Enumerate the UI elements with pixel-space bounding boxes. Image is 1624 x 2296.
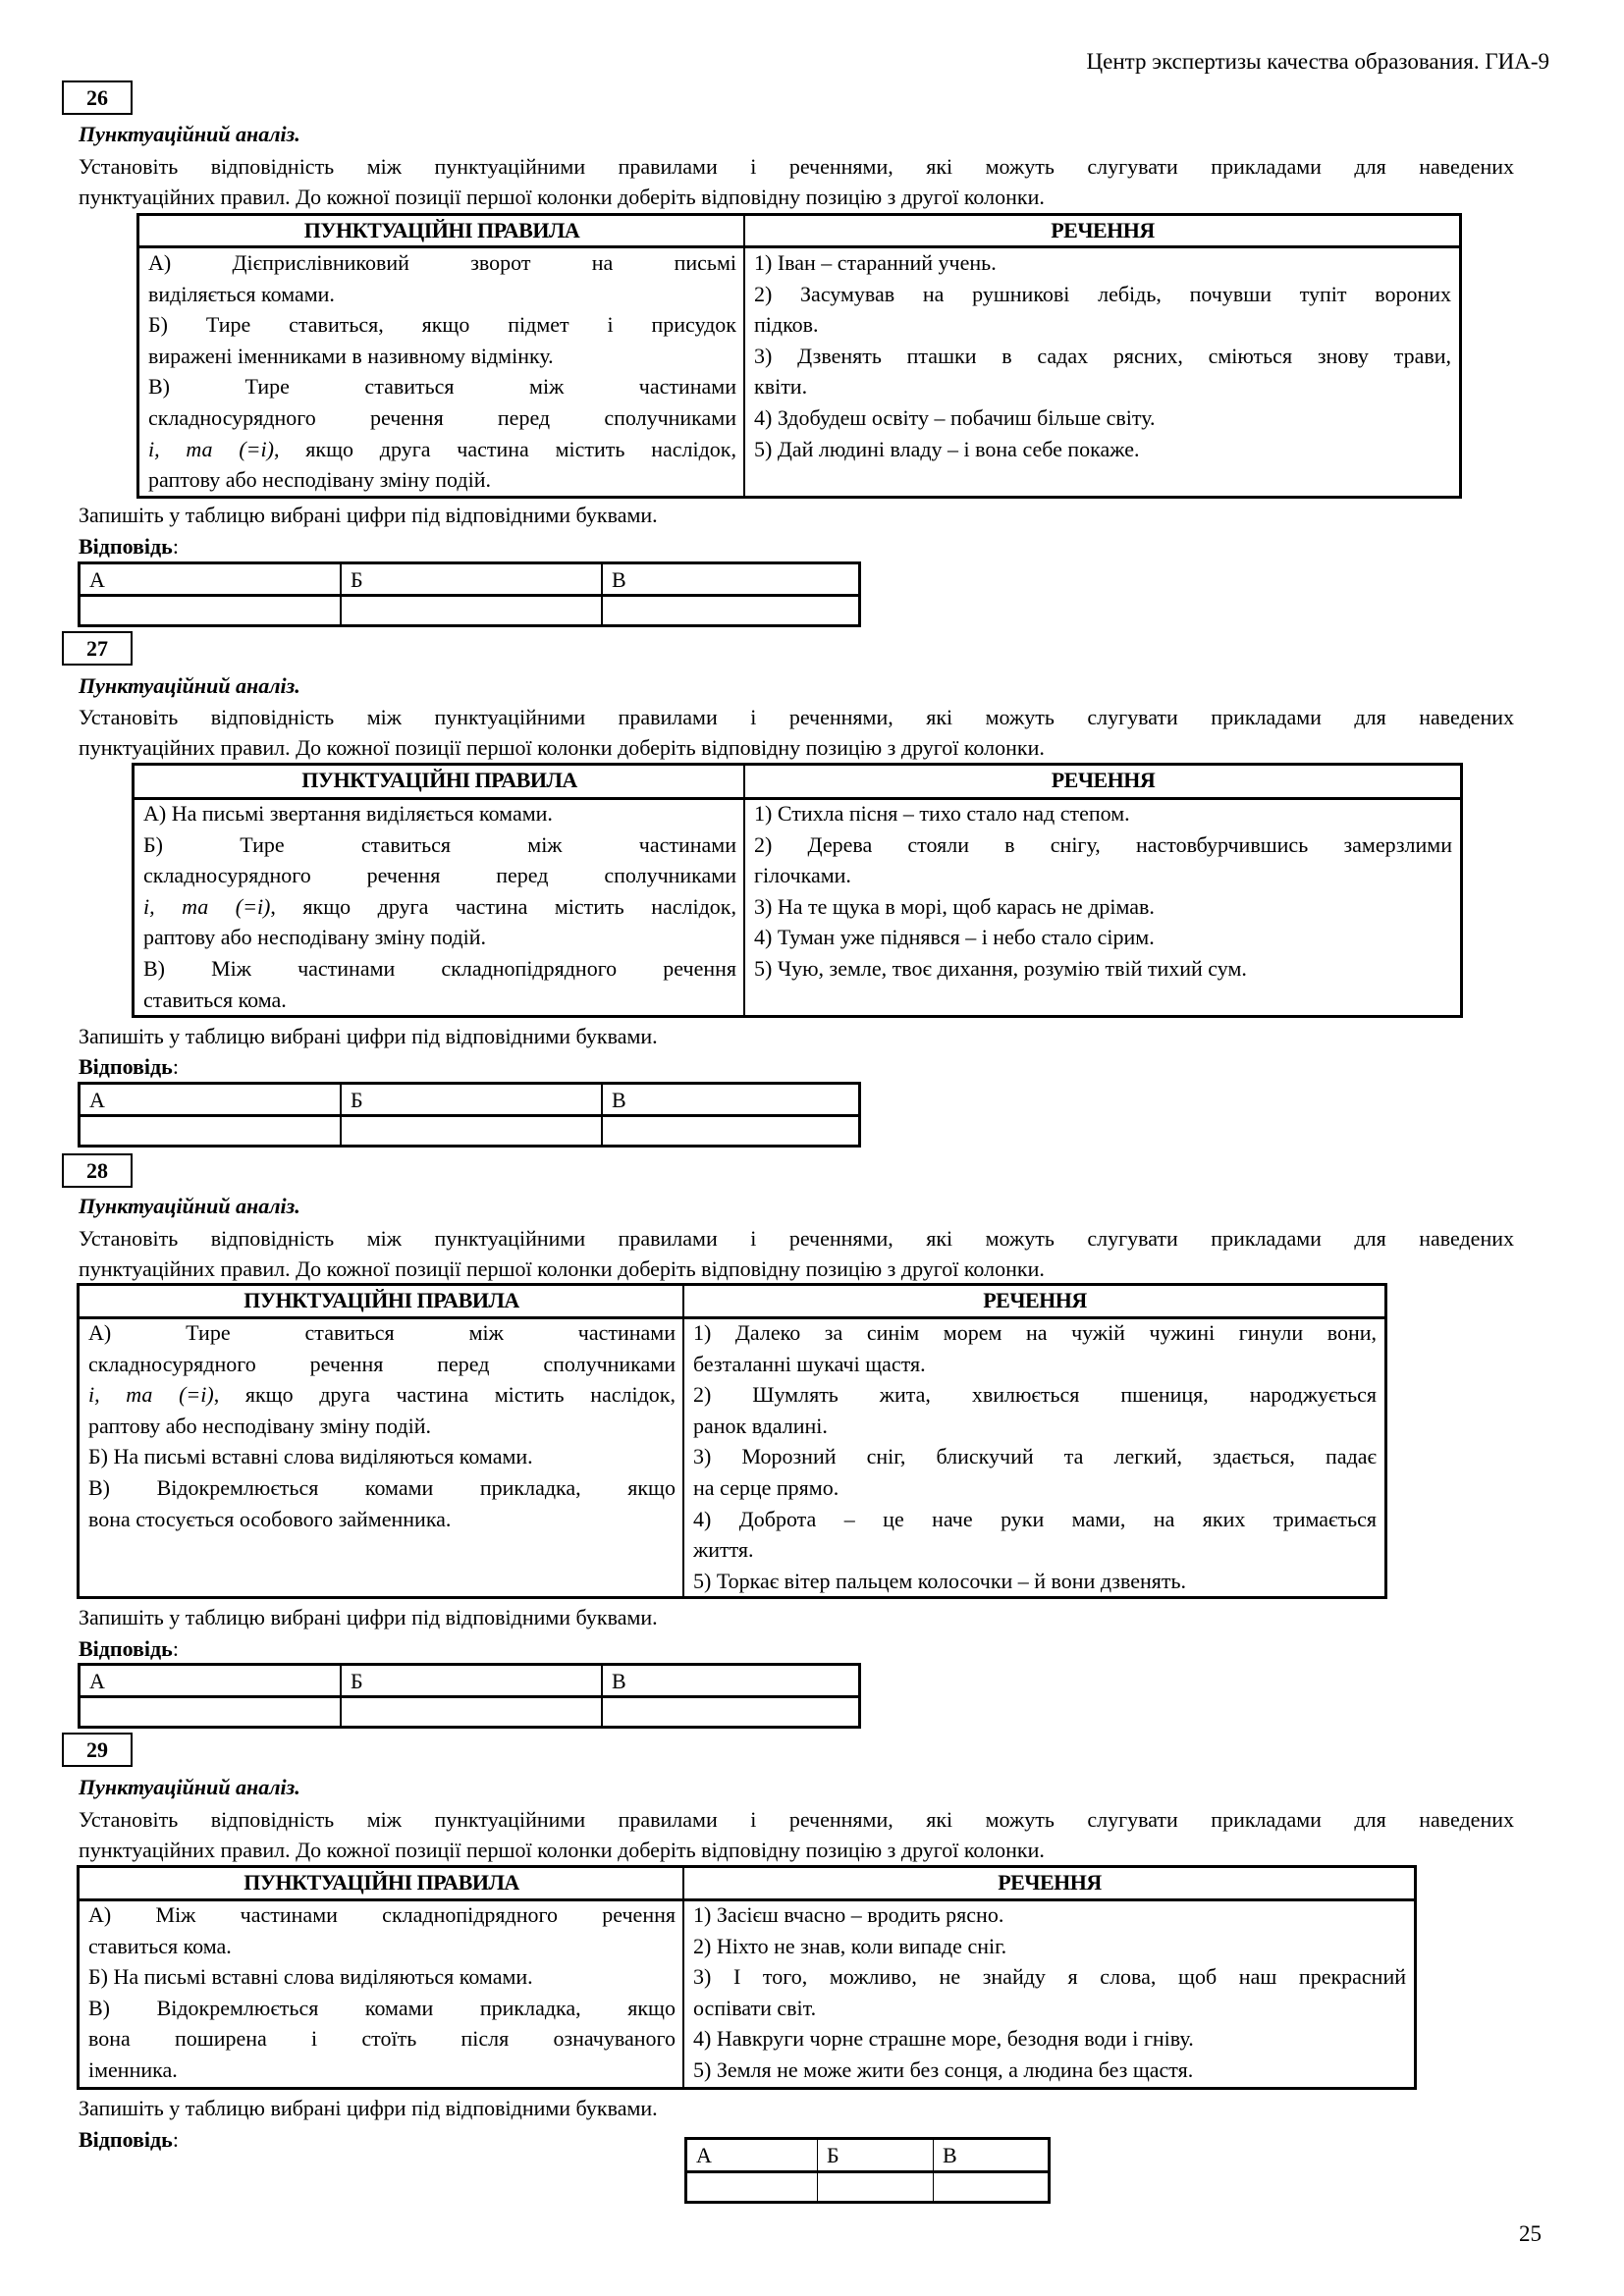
sentence-line: 1) Іван – старанний учень. [754,250,997,275]
sentence-item [693,1566,1377,1597]
rule-item [88,1961,676,1993]
table-header-row [80,1286,1384,1319]
answer-letter-a: А [696,2143,712,2167]
answer-table [78,1082,861,1148]
sentence-line: 4) Туман уже піднявся – і небо стало сірим. [754,925,1155,950]
question-instructions [79,1804,1514,1865]
sentence-item [754,341,1451,402]
conjunctions-italic: і, та (=і) [148,436,274,461]
sentence-item [754,891,1452,923]
question-subtitle: Пунктуаційний аналіз. [79,673,300,698]
sentence-item [693,1441,1377,1503]
sentences-column [745,798,1460,985]
rule-line: В) Тире ставиться між частинами [148,374,736,400]
sentence-item [693,1961,1406,2023]
rules-column [80,1317,683,1534]
conjunctions-italic: і, та (=і) [143,893,271,919]
answer-cell-v[interactable] [603,1696,858,1726]
rule-line: вона стосується особового займенника. [88,1506,452,1531]
sentences-column-header: РЕЧЕННЯ [1051,218,1155,242]
rules-column-header: ПУНКТУАЦІЙНІ ПРАВИЛА [303,218,580,242]
table-header-row [135,766,1460,800]
rule-line: Б) Тире ставиться між частинами [143,831,736,857]
sentence-line: ранок вдалині. [693,1413,828,1438]
question-subtitle: Пунктуаційний аналіз. [79,1775,300,1799]
answer-cell-a[interactable] [81,1115,340,1145]
sentences-column-header: РЕЧЕННЯ [998,1870,1102,1895]
answer-instruction: Запишіть у таблицю вибрані цифри під відповідними буквами. [79,1024,658,1048]
rule-line: Б) На письмі вставні слова виділяються комами. [88,1964,533,1990]
rule-item [143,798,736,829]
answer-letter-v: В [943,2143,957,2167]
sentence-line: 5) Торкає вітер пальцем колосочки – й вони дзвенять. [693,1568,1187,1593]
answer-letter-b: Б [351,1088,363,1112]
sentence-item [754,922,1452,953]
answer-letter-v: В [612,1669,626,1693]
answer-letter-v: В [612,1088,626,1112]
answer-cell-v[interactable] [603,1115,858,1145]
answer-label-colon: : [172,1636,179,1661]
sentence-line: 4) Навкруги чорне страшне море, безодня води і гніву. [693,2026,1194,2052]
sentence-line: життя. [693,1537,754,1563]
matching-table [77,1283,1387,1599]
answer-cell-b[interactable] [818,2170,933,2201]
answer-label [79,532,179,561]
sentences-column [745,247,1459,464]
answer-letter-a: А [89,567,105,592]
rule-line: складносурядного речення перед сполучниками [88,1351,676,1376]
sentence-line: 3) Морозний сніг, блискучий та легкий, здається, падає [693,1444,1377,1469]
answer-cell-b[interactable] [342,595,601,624]
rule-item [88,1472,676,1534]
sentence-line: 2) Ніхто не знав, коли випаде сніг. [693,1933,1007,1958]
answer-letter-b: Б [351,567,363,592]
answer-table [78,1663,861,1729]
table-header-row [80,1868,1414,1901]
question-subtitle: Пунктуаційний аналіз. [79,1194,300,1218]
sentence-item [754,953,1452,985]
page-header: Центр экспертизы качества образования. ГИА-9 [1086,49,1549,74]
rule-line: вона поширена і стоїть після означуваного [88,2026,676,2052]
rule-line: ставиться кома. [88,1933,232,1958]
rule-line-conjunctions: і, та (=і), якщо друга частина містить наслідок, [88,1382,676,1408]
matching-table [136,213,1462,499]
sentence-line: 1) Стихла пісня – тихо стало над степом. [754,801,1130,826]
sentence-item [693,1931,1406,1962]
rules-column [139,247,744,496]
rules-column-header: ПУНКТУАЦІЙНІ ПРАВИЛА [244,1870,519,1895]
rule-item [143,829,736,953]
answer-cell-a[interactable] [687,2170,817,2201]
sentence-line: безталанні шукачі щастя. [693,1351,926,1376]
sentences-column-header: РЕЧЕННЯ [1051,768,1156,792]
sentence-line: на серце прямо. [693,1474,839,1500]
answer-table [78,561,861,627]
rule-item [148,247,736,309]
answer-table [684,2137,1051,2204]
answer-letter-b: Б [827,2143,839,2167]
rule-line: складносурядного речення перед сполучниками [148,404,736,430]
rule-line: раптову або несподівану зміну подій. [148,467,492,493]
question-number-box: 28 [62,1153,133,1188]
sentence-line: підков. [754,312,819,338]
answer-label [79,1634,179,1664]
sentence-item [693,2055,1406,2086]
rule-item [148,309,736,371]
question-number-box: 29 [62,1733,133,1767]
answer-cell-b[interactable] [342,1696,601,1726]
sentence-item [754,279,1451,341]
answer-label-text: Відповідь [79,2127,173,2152]
sentence-line: квіти. [754,374,808,400]
sentence-line: 5) Дай людині владу – і вона себе покаже. [754,436,1140,461]
intro-line: Установіть відповідність між пунктуаційними правилами і реченнями, які можуть слугувати прикладами для наведених [79,1226,1514,1251]
sentence-item [693,1379,1377,1441]
rule-line: раптову або несподівану зміну подій. [143,925,487,950]
sentence-item [754,798,1452,829]
rule-line: А) На письмі звертання виділяється комами. [143,801,553,826]
matching-table [77,1865,1417,2090]
answer-instruction: Запишіть у таблицю вибрані цифри під відповідними буквами. [79,503,658,527]
answer-label-text: Відповідь [79,1636,173,1661]
rule-item [148,371,736,495]
rules-column-header: ПУНКТУАЦІЙНІ ПРАВИЛА [301,768,577,792]
rule-line: іменника. [88,2056,178,2082]
intro-line: Установіть відповідність між пунктуаційними правилами і реченнями, які можуть слугувати прикладами для наведених [79,1807,1514,1832]
rule-line: виражені іменниками в називному відмінку. [148,343,554,368]
rules-column [135,798,744,1015]
sentence-line: 5) Земля не може жити без сонця, а людина без щастя. [693,2056,1194,2082]
answer-cell-a[interactable] [81,595,340,624]
rule-line-conjunctions: і, та (=і), якщо друга частина містить наслідок, [148,436,736,461]
answer-instruction: Запишіть у таблицю вибрані цифри під відповідними буквами. [79,2096,658,2120]
sentences-column [684,1317,1384,1596]
answer-letter-a: А [89,1088,105,1112]
rule-item [88,1317,676,1441]
rule-line: раптову або несподівану зміну подій. [88,1413,432,1438]
page-number: 25 [1519,2221,1542,2246]
sentence-item [693,2023,1406,2055]
rule-line: Б) На письмі вставні слова виділяються комами. [88,1444,533,1469]
rule-line: В) Відокремлюється комами прикладка, якщо [88,1474,676,1500]
sentence-line: 4) Здобудеш освіту – побачиш більше світу. [754,404,1156,430]
sentence-line: 3) На те щука в морі, щоб карась не дрімав. [754,893,1155,919]
sentence-line: 1) Далеко за синім морем на чужій чужині гинули вони, [693,1320,1377,1345]
sentence-item [693,1899,1406,1931]
sentence-item [754,829,1452,891]
answer-cell-v[interactable] [934,2170,1048,2201]
answer-letter-v: В [612,567,626,592]
rule-line: виділяється комами. [148,281,335,306]
answer-label-colon: : [172,534,179,559]
sentence-item [693,1317,1377,1379]
rule-line-conjunctions: і, та (=і), якщо друга частина містить наслідок, [143,893,736,919]
intro-line: пунктуаційних правил. До кожної позиції першої колонки доберіть відповідну позицію з другої колонки. [79,1838,1045,1862]
rules-column [80,1899,683,2086]
sentence-line: 3) І того, можливо, не знайду я слова, щоб наш прекрасний [693,1964,1406,1990]
sentence-item [754,434,1451,465]
answer-letter-a: А [89,1669,105,1693]
answer-label [79,1052,179,1082]
sentence-line: 2) Засумував на рушникові лебідь, почувши тупіт вороних [754,281,1451,306]
sentences-column [684,1899,1414,2086]
sentences-column-header: РЕЧЕННЯ [983,1288,1087,1312]
answer-cell-b[interactable] [342,1115,601,1145]
answer-label-text: Відповідь [79,534,173,559]
answer-cell-a[interactable] [81,1696,340,1726]
rule-line: А) Між частинами складнопідрядного речення [88,1902,676,1927]
intro-line: пунктуаційних правил. До кожної позиції першої колонки доберіть відповідну позицію з другої колонки. [79,735,1045,760]
rule-line: Б) Тире ставиться, якщо підмет і присудок [148,312,736,338]
answer-label-text: Відповідь [79,1054,173,1079]
question-instructions [79,702,1514,763]
answer-cell-v[interactable] [603,595,858,624]
rule-line: А) Тире ставиться між частинами [88,1320,676,1345]
question-instructions [79,1223,1514,1284]
sentence-line: 2) Шумлять жита, хвилюється пшениця, народжується [693,1382,1377,1408]
question-subtitle: Пунктуаційний аналіз. [79,122,300,146]
question-number-box: 27 [62,631,133,666]
answer-instruction: Запишіть у таблицю вибрані цифри під відповідними буквами. [79,1605,658,1629]
rule-line: В) Між частинами складнопідрядного речення [143,955,736,981]
sentence-line: оспівати світ. [693,1995,817,2020]
question-number-box: 26 [62,80,133,115]
matching-table [132,763,1463,1018]
rule-line: складносурядного речення перед сполучниками [143,863,736,888]
sentence-item [754,402,1451,434]
sentence-line: гілочками. [754,863,851,888]
rule-item [88,1993,676,2086]
sentence-line: 4) Доброта – це наче руки мами, на яких тримається [693,1506,1377,1531]
intro-line: пунктуаційних правил. До кожної позиції першої колонки доберіть відповідну позицію з другої колонки. [79,1256,1045,1281]
answer-label-colon: : [172,2127,179,2152]
rule-line: ставиться кома. [143,987,287,1012]
intro-line: Установіть відповідність між пунктуаційними правилами і реченнями, які можуть слугувати прикладами для наведених [79,154,1514,179]
answer-label-colon: : [172,1054,179,1079]
question-instructions [79,151,1514,212]
intro-line: пунктуаційних правил. До кожної позиції першої колонки доберіть відповідну позицію з другої колонки. [79,185,1045,209]
rule-item [143,953,736,1015]
table-header-row [139,216,1459,248]
rule-item [88,1899,676,1961]
rule-line: А) Дієприслівниковий зворот на письмі [148,250,736,275]
sentence-line: 5) Чую, земле, твоє дихання, розумію твій тихий сум. [754,955,1247,981]
intro-line: Установіть відповідність між пунктуаційними правилами і реченнями, які можуть слугувати прикладами для наведених [79,705,1514,729]
answer-letter-b: Б [351,1669,363,1693]
sentence-line: 3) Дзвенять пташки в садах рясних, сміються знову трави, [754,343,1451,368]
rule-line: В) Відокремлюється комами прикладка, якщо [88,1995,676,2020]
sentence-item [693,1504,1377,1566]
rule-item [88,1441,676,1472]
sentence-line: 2) Дерева стояли в снігу, настовбурчившись замерзлими [754,831,1452,857]
sentence-item [754,247,1451,279]
answer-label [79,2125,179,2155]
conjunctions-italic: і, та (=і) [88,1382,214,1408]
sentence-line: 1) Засієш вчасно – вродить рясно. [693,1902,1004,1927]
rules-column-header: ПУНКТУАЦІЙНІ ПРАВИЛА [244,1288,519,1312]
